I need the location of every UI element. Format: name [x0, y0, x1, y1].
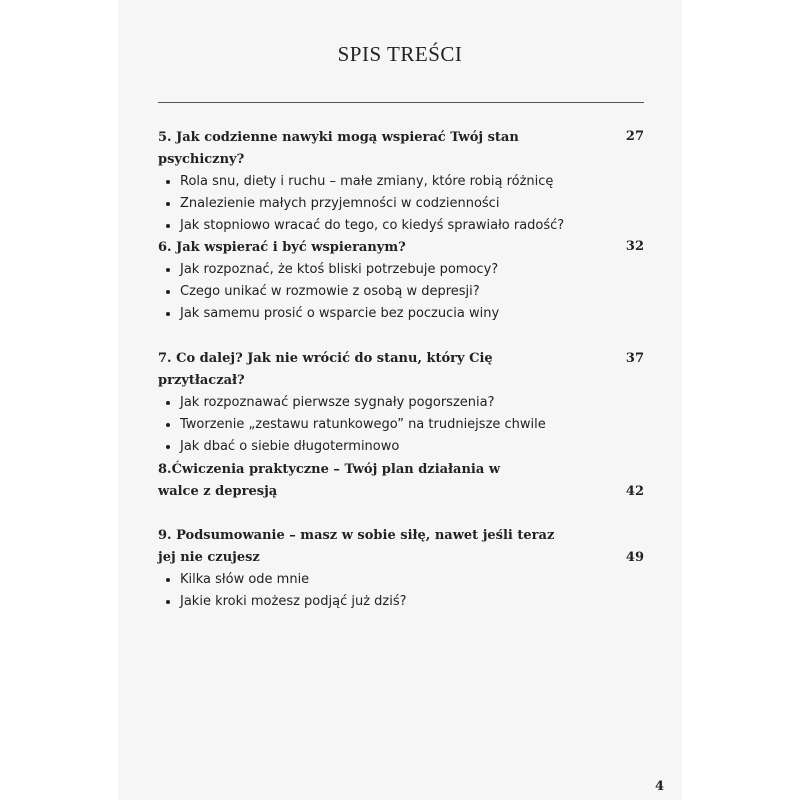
toc-heading: 8.Ćwiczenia praktyczne – Twój plan działania w walce z depresją	[158, 462, 501, 499]
toc-page-number: 32	[625, 239, 644, 254]
document-page	[118, 0, 682, 800]
toc-section-5	[158, 127, 644, 237]
toc-subitems	[158, 569, 644, 613]
toc-subitem: Jak dbać o siebie długoterminowo	[158, 436, 644, 458]
toc-section-9	[158, 525, 644, 613]
toc-section-6	[158, 237, 644, 325]
bullet-icon	[166, 202, 170, 206]
bullet-icon	[166, 268, 170, 272]
toc-subitem: Jak samemu prosić o wsparcie bez poczucia winy	[158, 303, 644, 325]
toc-subitem: Znalezienie małych przyjemności w codzienności	[158, 193, 644, 215]
toc-subitems	[158, 392, 644, 458]
toc-subitem: Jak rozpoznawać pierwsze sygnały pogorszenia?	[158, 392, 644, 414]
toc-subitems	[158, 171, 644, 237]
bullet-icon	[166, 224, 170, 228]
bullet-icon	[166, 600, 170, 604]
toc-page-number: 37	[625, 351, 644, 366]
toc-heading: 7. Co dalej? Jak nie wrócić do stanu, który Cię przytłaczał?	[158, 351, 493, 388]
toc-page-number: 49	[625, 550, 644, 565]
toc-page-number: 42	[625, 484, 644, 499]
page-number-footer: 4	[654, 779, 664, 794]
toc-subitem: Kilka słów ode mnie	[158, 569, 644, 591]
page-title: SPIS TREŚCI	[337, 42, 463, 66]
toc-subitem: Jakie kroki możesz podjąć już dziś?	[158, 591, 644, 613]
toc-heading: 5. Jak codzienne nawyki mogą wspierać Twój stan psychiczny?	[158, 130, 519, 167]
toc-heading: 9. Podsumowanie – masz w sobie siłę, nawet jeśli teraz jej nie czujesz	[158, 528, 555, 565]
toc-subitem: Jak rozpoznać, że ktoś bliski potrzebuje pomocy?	[158, 259, 644, 281]
toc-subitem: Rola snu, diety i ruchu – małe zmiany, które robią różnicę	[158, 171, 644, 193]
bullet-icon	[166, 290, 170, 294]
toc-heading: 6. Jak wspierać i być wspieranym?	[158, 240, 406, 255]
bullet-icon	[166, 401, 170, 405]
toc-subitem: Czego unikać w rozmowie z osobą w depresji?	[158, 281, 644, 303]
bullet-icon	[166, 423, 170, 427]
toc-page-number: 27	[625, 129, 644, 144]
bullet-icon	[166, 180, 170, 184]
toc-subitem: Jak stopniowo wracać do tego, co kiedyś sprawiało radość?	[158, 215, 644, 237]
bullet-icon	[166, 445, 170, 449]
bullet-icon	[166, 578, 170, 582]
toc-section-7	[158, 348, 644, 458]
title-divider	[158, 102, 644, 103]
toc-subitems	[158, 259, 644, 325]
toc-subitem: Tworzenie „zestawu ratunkowego” na trudniejsze chwile	[158, 414, 644, 436]
bullet-icon	[166, 312, 170, 316]
toc-section-8	[158, 459, 644, 503]
